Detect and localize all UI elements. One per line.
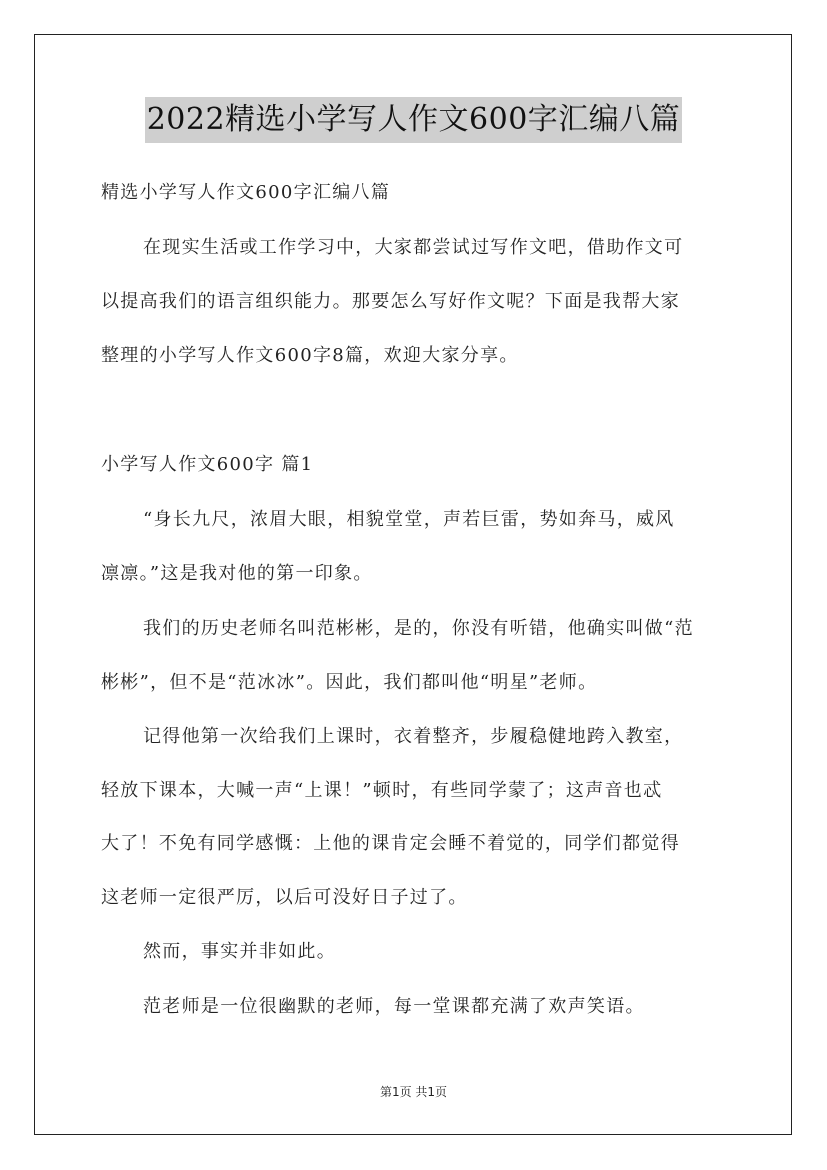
body-line-9: 然而，事实并非如此。 (143, 941, 336, 962)
body-line-10: 范老师是一位很幽默的老师，每一堂课都充满了欢声笑语。 (143, 996, 645, 1017)
body-line-1: “身长九尺，浓眉大眼，相貌堂堂，声若巨雷，势如奔马，威风 (143, 509, 675, 530)
body-line-4: 彬彬”，但不是“范冰冰”。因此，我们都叫他“明星”老师。 (101, 672, 598, 693)
page-footer: 第1页 共1页 (379, 1085, 448, 1099)
body-line-8: 这老师一定很严厉，以后可没好日子过了。 (101, 887, 468, 908)
body-line-7: 大了！不免有同学感慨：上他的课肯定会睡不着觉的，同学们都觉得 (101, 833, 680, 854)
document-title: 2022精选小学写人作文600字汇编八篇 (145, 97, 683, 143)
document-subtitle: 精选小学写人作文600字汇编八篇 (101, 182, 391, 203)
intro-line-2: 以提高我们的语言组织能力。那要怎么写好作文呢？下面是我帮大家 (101, 291, 680, 312)
body-line-6: 轻放下课本，大喊一声“上课！”顿时，有些同学蒙了；这声音也忒 (101, 780, 663, 801)
body-line-5: 记得他第一次给我们上课时，衣着整齐，步履稳健地跨入教室， (143, 726, 684, 747)
section-heading: 小学写人作文600字 篇1 (101, 454, 314, 475)
intro-line-3: 整理的小学写人作文600字8篇，欢迎大家分享。 (101, 345, 519, 366)
body-line-2: 凛凛。”这是我对他的第一印象。 (101, 563, 373, 584)
intro-line-1: 在现实生活或工作学习中，大家都尝试过写作文吧，借助作文可 (143, 237, 684, 258)
title-container (0, 97, 827, 143)
body-line-3: 我们的历史老师名叫范彬彬，是的，你没有听错，他确实叫做“范 (143, 618, 694, 639)
